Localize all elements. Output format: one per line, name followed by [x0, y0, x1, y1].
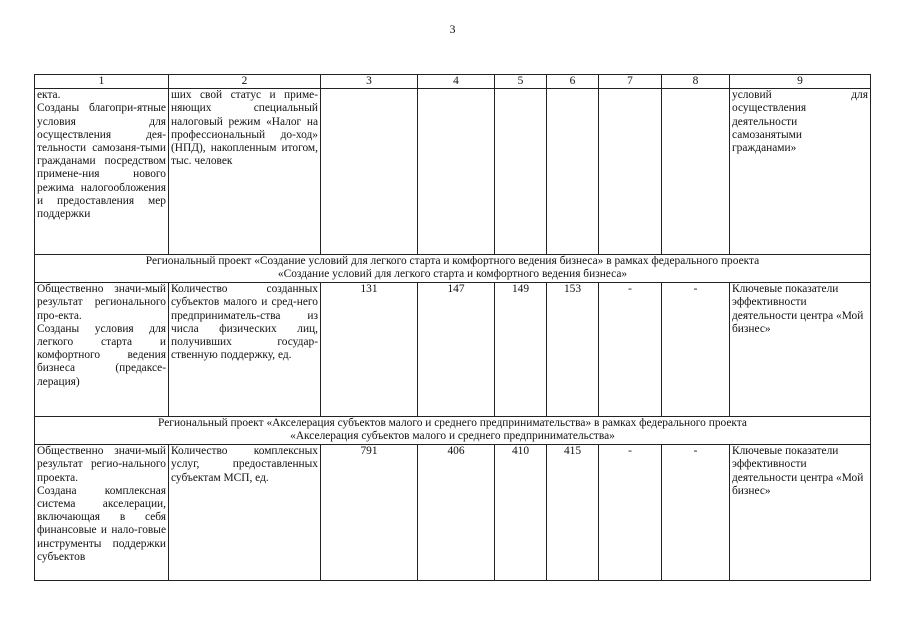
result-cell [35, 445, 169, 581]
section-title-line1: Региональный проект «Создание условий для легкого старта и комфортного ведения бизнеса» в рамках федерального проекта [145, 255, 760, 268]
indicator-cell: Количество комплексных услуг, предоставленных субъектам МСП, ед. [169, 445, 321, 581]
value-cell [599, 89, 662, 255]
result-cell [35, 283, 169, 417]
value-cell: 410 [495, 445, 547, 581]
value-cell: 791 [321, 445, 418, 581]
section-header [35, 255, 871, 283]
col-header-4: 4 [418, 75, 495, 89]
section-header [35, 417, 871, 445]
value-cell: 153 [547, 283, 599, 417]
linkage-cell: Ключевые показатели эффективности деятельности центра «Мой бизнес» [730, 283, 871, 417]
indicators-table [34, 74, 871, 581]
value-cell [418, 89, 495, 255]
col-header-2: 2 [169, 75, 321, 89]
value-cell: - [662, 283, 730, 417]
value-cell: - [599, 283, 662, 417]
indicator-cell: ших свой статус и приме-няющих специальный налоговый режим «Налог на профессиональный до-ход» (НПД), накопленным итогом, тыс. человек [169, 89, 321, 255]
result-text: екта. Созданы благопри-ятные условия для осуществления дея-тельности самозаня-тыми гражданами посредством примене-ния нового режима налогообложения и предоставления мер поддержки [37, 89, 166, 221]
indicator-cell: Количество созданных субъектов малого и сред-него предприниматель-ства из числа физических лиц, получивших государ-ственную поддержку, ед. [169, 283, 321, 417]
section-header-row [35, 417, 871, 445]
section-title-line2: «Создание условий для легкого старта и комфортного ведения бизнеса» [277, 268, 628, 281]
table-row [35, 283, 871, 417]
linkage-cell: условий для осуществления деятельности самозанятыми гражданами» [730, 89, 871, 255]
value-cell: 415 [547, 445, 599, 581]
value-cell [495, 89, 547, 255]
table-row [35, 445, 871, 581]
result-text: Общественно значи-мый результат регио-нального проекта. Создана комплексная система акселерации, включающая в себя финансовые и нало-говые инструменты поддержки субъектов [37, 445, 166, 563]
col-header-9: 9 [730, 75, 871, 89]
value-cell: - [599, 445, 662, 581]
result-text: Общественно значи-мый результат регионального про-екта. Созданы условия для легкого старта и комфортного ведения бизнеса (предаксе-лерация) [37, 283, 166, 388]
col-header-1: 1 [35, 75, 169, 89]
section-title-line2: «Акселерация субъектов малого и среднего предпринимательства» [290, 430, 615, 443]
value-cell [662, 89, 730, 255]
col-header-8: 8 [662, 75, 730, 89]
col-header-3: 3 [321, 75, 418, 89]
linkage-cell: Ключевые показатели эффективности деятельности центра «Мой бизнес» [730, 445, 871, 581]
col-header-7: 7 [599, 75, 662, 89]
value-cell [547, 89, 599, 255]
value-cell: 131 [321, 283, 418, 417]
column-number-row [35, 75, 871, 89]
page-number: 3 [449, 22, 456, 36]
value-cell: 147 [418, 283, 495, 417]
value-cell [321, 89, 418, 255]
result-cell [35, 89, 169, 255]
value-cell: 406 [418, 445, 495, 581]
col-header-5: 5 [495, 75, 547, 89]
section-title-line1: Региональный проект «Акселерация субъектов малого и среднего предпринимательства» в рамках федерального проекта [158, 417, 747, 430]
col-header-6: 6 [547, 75, 599, 89]
value-cell: 149 [495, 283, 547, 417]
value-cell: - [662, 445, 730, 581]
section-header-row [35, 255, 871, 283]
table-row-continued [35, 89, 871, 255]
